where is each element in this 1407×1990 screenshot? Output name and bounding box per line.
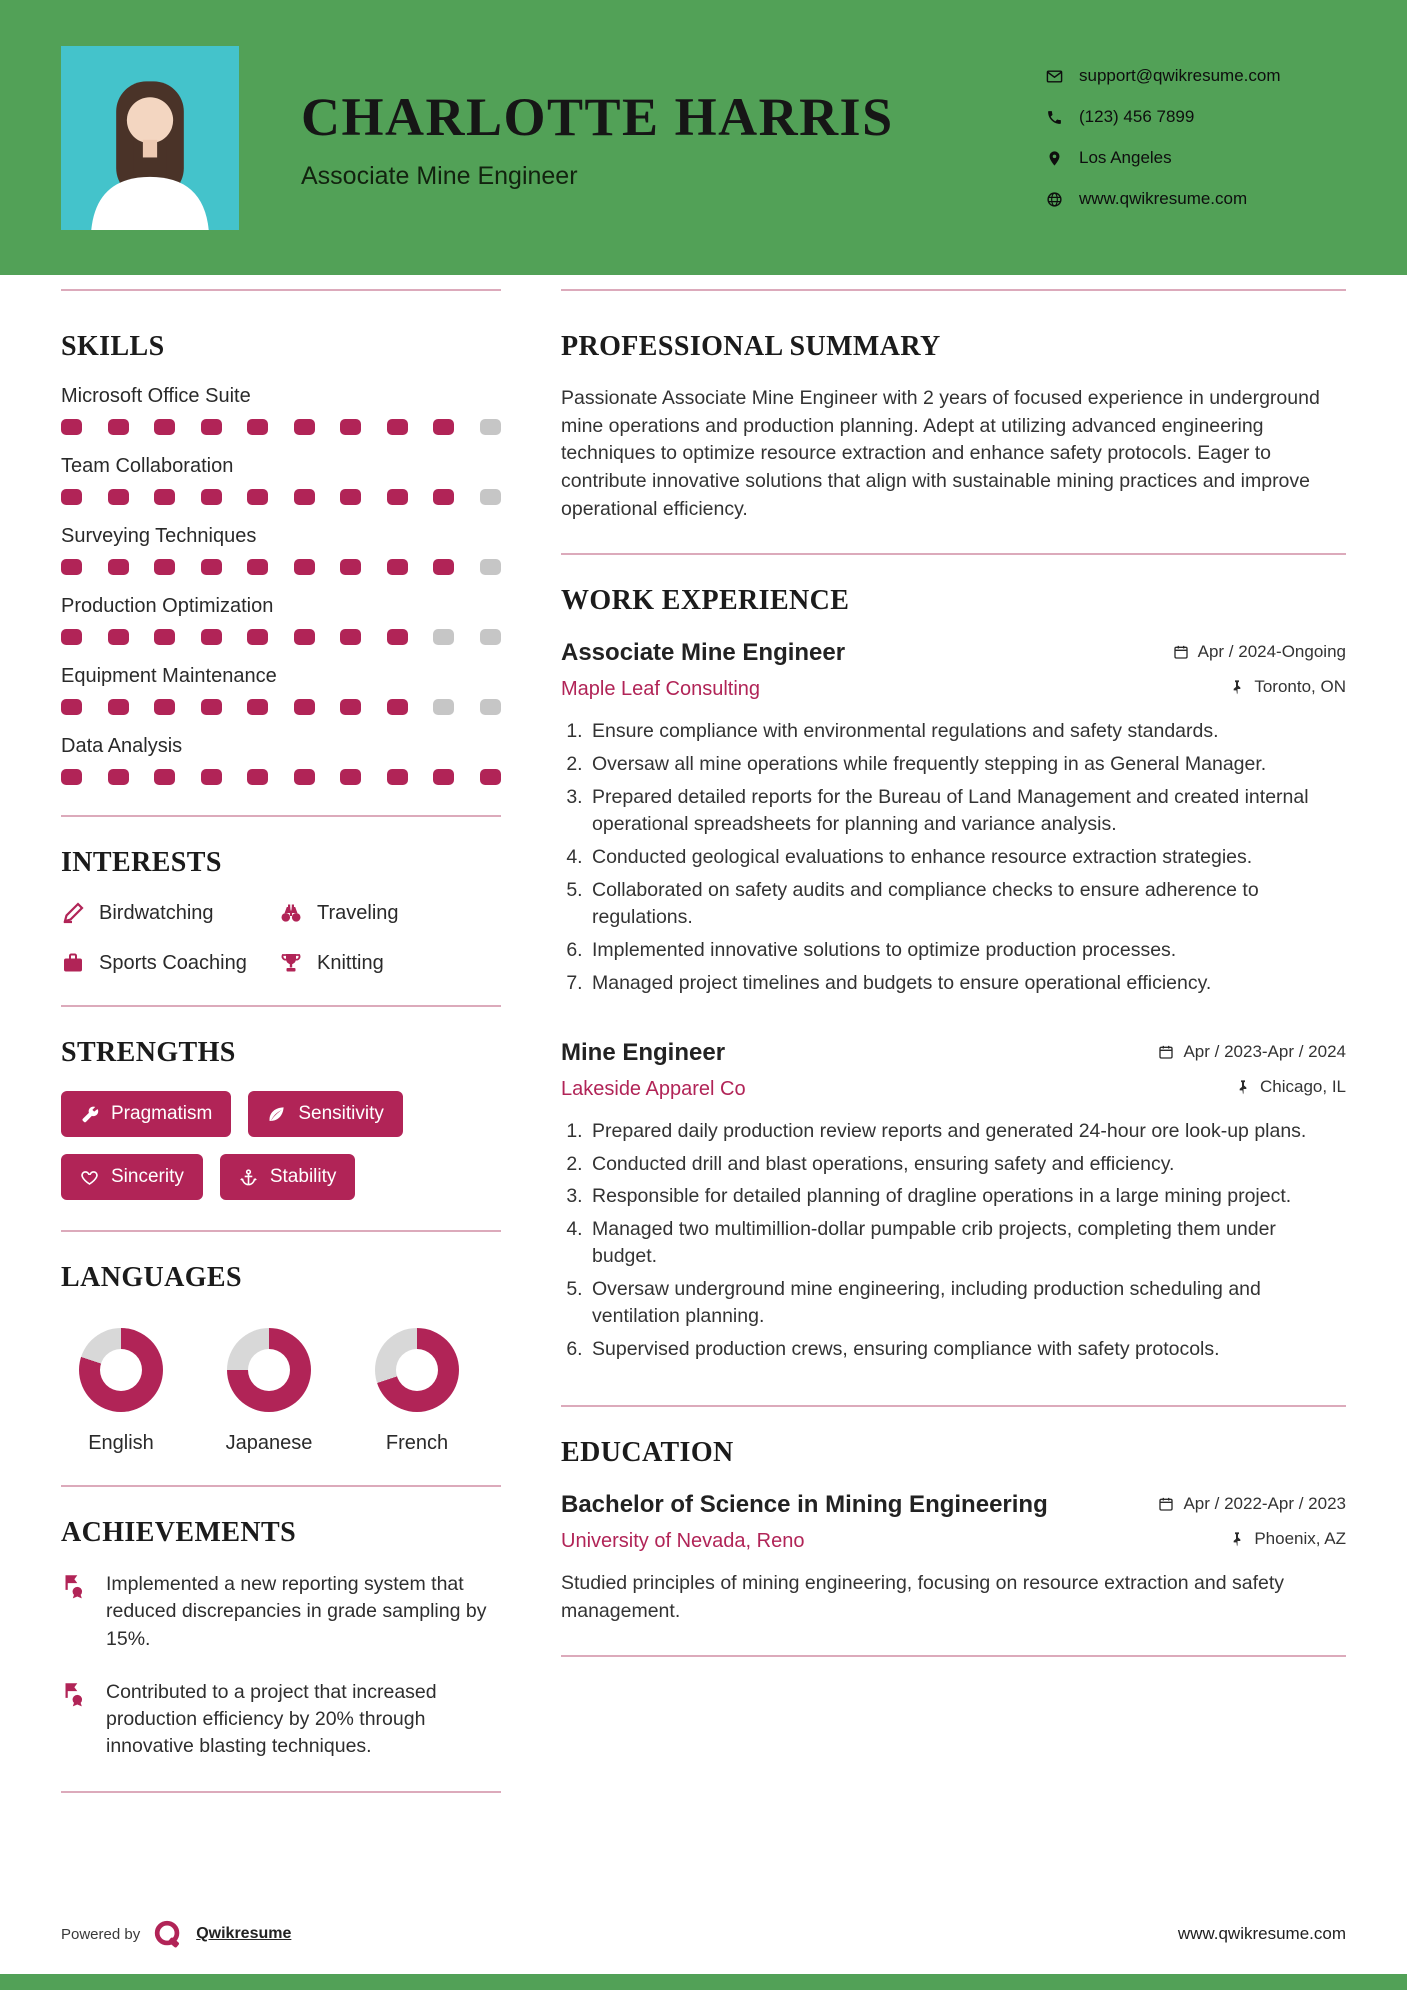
interest-item (279, 901, 501, 925)
language-label: Japanese (225, 1432, 313, 1454)
skill-dot (340, 489, 361, 505)
skill-dot (340, 699, 361, 715)
education-dates-text: Apr / 2022-Apr / 2023 (1183, 1493, 1346, 1513)
powered-by-label: Powered by (61, 1925, 141, 1943)
header-job-title: Associate Mine Engineer (301, 162, 578, 190)
education-description: Studied principles of mining engineering, focusing on resource extraction and safety management. (561, 1571, 1285, 1622)
skill-dot (154, 559, 175, 575)
anchor-icon (239, 1168, 258, 1187)
skills-heading: SKILLS (61, 331, 165, 362)
skill-dot (340, 559, 361, 575)
interest-label: Birdwatching (99, 901, 214, 924)
education-dates (1158, 1494, 1346, 1514)
interest-label: Sports Coaching (99, 951, 247, 974)
skill-dot (387, 699, 408, 715)
job-entry (561, 1039, 1346, 1363)
job-location-text: Chicago, IL (1260, 1076, 1346, 1096)
leaf-icon (267, 1105, 286, 1124)
interest-item (61, 951, 279, 975)
bag-icon (61, 951, 85, 975)
skill-dot (387, 489, 408, 505)
calendar-icon (1158, 1044, 1174, 1060)
job-dates-text: Apr / 2023-Apr / 2024 (1183, 1041, 1346, 1061)
job-company-row (561, 1077, 1346, 1101)
mail-icon (1046, 68, 1063, 85)
contact-list (1046, 66, 1346, 209)
summary-text: Passionate Associate Mine Engineer with 2 years of focused experience in underground mine operations and production planning. Adept at utilizing advanced engineering techniques to optimize resource extraction and enhance safety protocols. Eager to contribute innovative solutions that align with sustainable mining practices and improve operational efficiency. (561, 387, 1320, 520)
job-location-text: Toronto, ON (1254, 677, 1346, 697)
language-label: French (385, 1432, 449, 1454)
contact-phone (1046, 107, 1346, 127)
skill-label: Equipment Maintenance (61, 665, 277, 687)
right-column (561, 289, 1346, 1823)
skill-dot (201, 489, 222, 505)
skill-item (61, 665, 501, 715)
achievement-text: Implemented a new reporting system that reduced discrepancies in grade sampling by 15%. (106, 1573, 487, 1650)
language-item (209, 1328, 329, 1455)
skill-level-bar (61, 489, 501, 505)
strength-label: Sincerity (111, 1166, 184, 1187)
experience-bullet: 5. Collaborated on safety audits and compliance checks to ensure adherence to regulations. (588, 877, 1346, 931)
summary-section (561, 331, 1346, 523)
profile-photo-placeholder (61, 46, 239, 230)
strength-badge (248, 1091, 403, 1137)
name: CHARLOTTE HARRIS (301, 87, 894, 147)
contact-location-text: Los Angeles (1079, 148, 1172, 167)
skill-item (61, 525, 501, 575)
pen-icon (61, 901, 85, 925)
skill-dot (387, 419, 408, 435)
skill-dot (247, 769, 268, 785)
skill-dot (154, 629, 175, 645)
education-section (561, 1437, 1346, 1625)
strengths-list (61, 1091, 481, 1200)
bottom-accent-bar (0, 1974, 1407, 1990)
left-column (61, 289, 501, 1823)
pushpin-icon (1235, 1079, 1251, 1095)
skill-dot (294, 489, 315, 505)
language-item (61, 1328, 181, 1455)
divider (61, 1005, 501, 1007)
divider (561, 553, 1346, 555)
achievement-item (61, 1679, 501, 1761)
footer-website: www.qwikresume.com (1177, 1924, 1346, 1943)
contact-email (1046, 66, 1346, 86)
skill-dot (108, 489, 129, 505)
achievement-text: Contributed to a project that increased production efficiency by 20% through innovative blasting techniques. (106, 1680, 437, 1758)
strength-badge (61, 1091, 231, 1137)
skill-label: Microsoft Office Suite (61, 385, 251, 407)
skill-dot (433, 419, 454, 435)
powered-by (61, 1918, 291, 1950)
job-dates (1173, 642, 1346, 662)
skill-dot (433, 629, 454, 645)
interest-label: Knitting (317, 951, 384, 974)
interests-heading: INTERESTS (61, 847, 222, 878)
skill-dot (154, 769, 175, 785)
contact-website (1046, 189, 1346, 209)
skill-dot (387, 629, 408, 645)
skill-label: Production Optimization (61, 595, 274, 617)
wrench-icon (80, 1105, 99, 1124)
heart-icon (80, 1168, 99, 1187)
job-location (1235, 1077, 1346, 1097)
skill-dot (61, 489, 82, 505)
languages-heading: LANGUAGES (61, 1262, 242, 1293)
calendar-icon (1158, 1496, 1174, 1512)
experience-bullet: 2. Oversaw all mine operations while frequently stepping in as General Manager. (588, 751, 1346, 778)
skill-dot (480, 489, 501, 505)
skill-dot (61, 699, 82, 715)
contact-location (1046, 148, 1346, 168)
qwikresume-link[interactable]: Qwikresume (196, 1925, 292, 1942)
education-location-text: Phoenix, AZ (1254, 1528, 1346, 1548)
skills-section (61, 331, 501, 785)
skill-dot (433, 559, 454, 575)
skill-dot (108, 559, 129, 575)
achievement-ribbon-icon (61, 1573, 88, 1600)
skill-dot (108, 769, 129, 785)
skill-dot (201, 629, 222, 645)
skill-dot (340, 419, 361, 435)
experience-bullet: 7. Managed project timelines and budgets to ensure operational efficiency. (588, 970, 1346, 997)
skill-dot (340, 769, 361, 785)
skill-label: Surveying Techniques (61, 525, 257, 547)
divider (561, 1655, 1346, 1657)
skill-dot (480, 629, 501, 645)
contact-email-text: support@qwikresume.com (1079, 66, 1281, 85)
job-title: Associate Mine Engineer (561, 639, 846, 667)
skill-dot (201, 699, 222, 715)
job-location (1229, 677, 1346, 697)
contact-phone-text: (123) 456 7899 (1079, 107, 1195, 126)
divider (61, 815, 501, 817)
job-dates (1158, 1042, 1346, 1062)
experience-bullet: 3. Responsible for detailed planning of dragline operations in a large mining project. (588, 1183, 1346, 1210)
education-school: University of Nevada, Reno (561, 1529, 805, 1552)
skill-level-bar (61, 769, 501, 785)
skill-dot (480, 419, 501, 435)
job-company: Maple Leaf Consulting (561, 678, 761, 701)
job-title: Mine Engineer (561, 1038, 726, 1066)
languages-section (61, 1262, 501, 1455)
achievement-item (61, 1571, 501, 1653)
skill-dot (247, 419, 268, 435)
skill-dot (480, 559, 501, 575)
achievement-ribbon-icon (61, 1681, 88, 1708)
interest-label: Traveling (317, 901, 399, 924)
education-heading: EDUCATION (561, 1436, 734, 1468)
job-dates-text: Apr / 2024-Ongoing (1197, 642, 1346, 662)
education-head (561, 1491, 1346, 1519)
skill-dot (294, 769, 315, 785)
experience-bullet: 6. Implemented innovative solutions to optimize production processes. (588, 937, 1346, 964)
skill-dot (61, 629, 82, 645)
skill-dot (247, 489, 268, 505)
skill-dot (294, 559, 315, 575)
education-location (1229, 1529, 1346, 1549)
experience-bullet: 4. Conducted geological evaluations to enhance resource extraction strategies. (588, 844, 1346, 871)
job-head (561, 639, 1346, 667)
strength-badge (61, 1154, 203, 1200)
header (0, 0, 1407, 275)
experience-bullet: 1. Prepared daily production review reports and generated 24-hour ore look-up plans. (588, 1118, 1346, 1145)
experience-bullet: 3. Prepared detailed reports for the Bureau of Land Management and created internal operational spreadsheets for planning and variance analysis. (588, 784, 1346, 838)
skill-dot (61, 769, 82, 785)
skill-dot (294, 419, 315, 435)
interests-grid (61, 901, 501, 975)
experience-bullet: 1. Ensure compliance with environmental regulations and safety standards. (588, 718, 1346, 745)
experience-bullet: 5. Oversaw underground mine engineering, including production scheduling and ventilation planning. (588, 1276, 1346, 1330)
strengths-section (61, 1037, 501, 1200)
skill-dot (247, 699, 268, 715)
skill-dot (108, 699, 129, 715)
skill-item (61, 595, 501, 645)
achievements-section (61, 1517, 501, 1761)
strengths-heading: STRENGTHS (61, 1037, 236, 1068)
skill-dot (247, 629, 268, 645)
job-company: Lakeside Apparel Co (561, 1077, 746, 1100)
calendar-icon (1173, 644, 1189, 660)
job-bullets (561, 718, 1346, 996)
skill-dot (340, 629, 361, 645)
divider (61, 1485, 501, 1487)
skill-dot (108, 629, 129, 645)
pushpin-icon (1229, 679, 1245, 695)
header-identity (301, 86, 894, 191)
interest-item (279, 951, 501, 975)
skill-level-bar (61, 629, 501, 645)
skill-dot (387, 769, 408, 785)
skill-dot (247, 559, 268, 575)
experience-bullet: 4. Managed two multimillion-dollar pumpable crib projects, completing them under budget. (588, 1216, 1346, 1270)
strength-label: Sensitivity (298, 1103, 384, 1124)
skill-dot (294, 629, 315, 645)
strength-badge (220, 1154, 356, 1200)
skill-dot (433, 769, 454, 785)
skill-dot (387, 559, 408, 575)
divider (61, 1230, 501, 1232)
language-item (357, 1328, 477, 1455)
job-entry (561, 639, 1346, 996)
skill-item (61, 735, 501, 785)
experience-heading: WORK EXPERIENCE (561, 585, 850, 617)
skill-item (61, 385, 501, 435)
experience-bullet: 2. Conducted drill and blast operations, ensuring safety and efficiency. (588, 1151, 1346, 1178)
profile-photo (61, 46, 239, 230)
skill-dot (433, 699, 454, 715)
skill-dot (201, 559, 222, 575)
qwikresume-logo-icon (152, 1918, 184, 1950)
skill-label: Team Collaboration (61, 455, 234, 477)
trophy-icon (279, 951, 303, 975)
skill-dot (154, 489, 175, 505)
skill-dot (480, 699, 501, 715)
globe-icon (1046, 191, 1063, 208)
interest-item (61, 901, 279, 925)
skill-dot (433, 489, 454, 505)
skill-dot (154, 419, 175, 435)
experience-section (561, 585, 1346, 1362)
language-label: English (88, 1432, 154, 1454)
interests-section (61, 847, 501, 975)
education-school-row (561, 1529, 1346, 1553)
experience-bullet: 6. Supervised production crews, ensuring compliance with safety protocols. (588, 1336, 1346, 1363)
contact-website-text: www.qwikresume.com (1079, 189, 1248, 208)
summary-heading: PROFESSIONAL SUMMARY (561, 331, 941, 362)
language-donut (79, 1328, 163, 1412)
pushpin-icon (1229, 1531, 1245, 1547)
skill-level-bar (61, 559, 501, 575)
job-head (561, 1039, 1346, 1067)
skill-item (61, 455, 501, 505)
education-degree: Bachelor of Science in Mining Engineering (561, 1490, 1048, 1518)
achievements-heading: ACHIEVEMENTS (61, 1517, 297, 1548)
phone-icon (1046, 109, 1063, 126)
location-icon (1046, 150, 1063, 167)
divider (561, 1405, 1346, 1407)
languages-list (61, 1316, 501, 1455)
skill-dot (61, 419, 82, 435)
body-columns (0, 275, 1407, 1823)
skill-dot (201, 769, 222, 785)
skill-dot (154, 699, 175, 715)
skill-dot (108, 419, 129, 435)
divider (61, 1791, 501, 1793)
skill-level-bar (61, 419, 501, 435)
binoculars-icon (279, 901, 303, 925)
job-bullets (561, 1118, 1346, 1363)
strength-label: Pragmatism (111, 1103, 213, 1124)
footer (61, 1918, 1346, 1950)
skill-dot (294, 699, 315, 715)
skill-level-bar (61, 699, 501, 715)
skill-label: Data Analysis (61, 735, 183, 757)
skill-dot (61, 559, 82, 575)
language-donut (227, 1328, 311, 1412)
job-company-row (561, 677, 1346, 701)
language-donut (375, 1328, 459, 1412)
strength-label: Stability (269, 1166, 337, 1187)
skill-dot (480, 769, 501, 785)
skill-dot (201, 419, 222, 435)
